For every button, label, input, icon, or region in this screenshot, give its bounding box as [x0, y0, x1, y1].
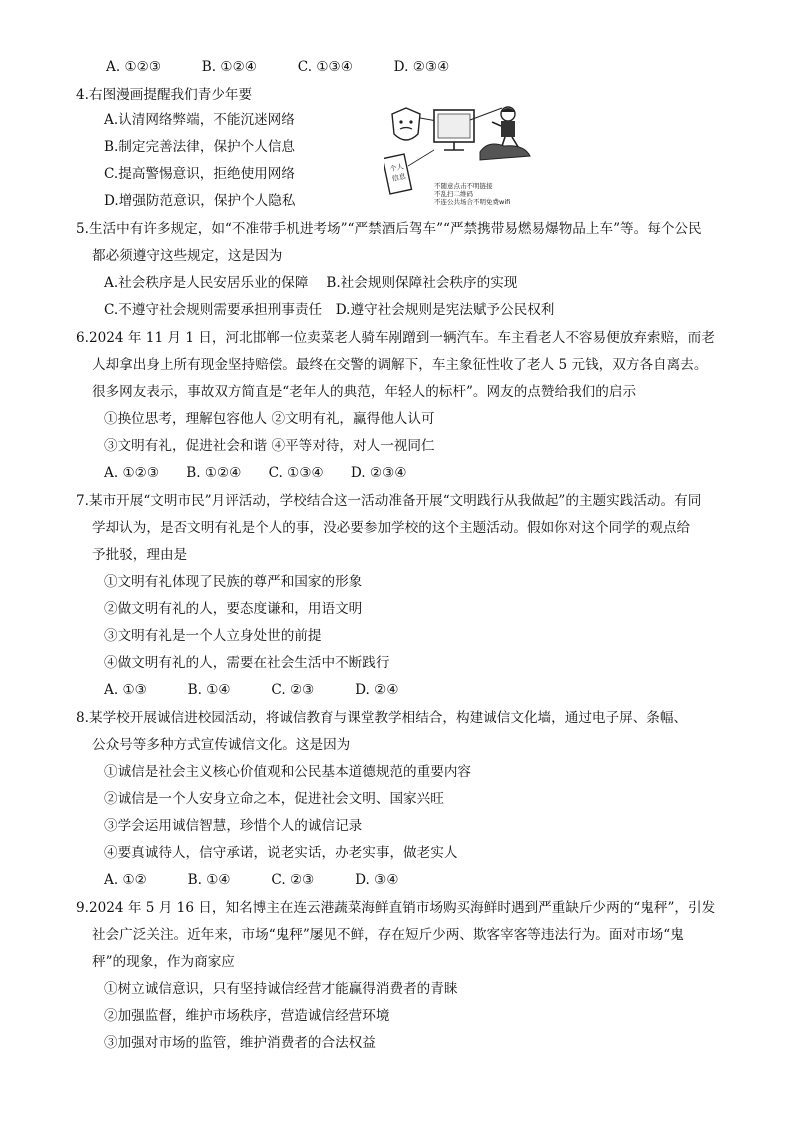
q8-stem-line1: 8.某学校开展诚信进校园活动，将诚信教育与课堂教学相结合，构建诚信文化墙，通过电子屏、条幅、: [76, 710, 688, 726]
q9-statement-3: ③加强对市场的监管，维护消费者的合法权益: [104, 1035, 376, 1051]
q8-statement-1: ①诚信是社会主义核心价值观和公民基本道德规范的重要内容: [104, 764, 472, 780]
q6-stem-line3: 很多网友表示，事故双方简直是“老年人的典范，年轻人的标杆”。网友的点赞给我们的启示: [92, 384, 637, 400]
q7-stem-line2: 学却认为，是否文明有礼是个人的事，没必要参加学校的这个主题活动。假如你对这个同学的观点给: [92, 520, 691, 536]
q8-statement-3: ③学会运用诚信智慧，珍惜个人的诚信记录: [104, 818, 363, 834]
q6-options: A. ①②③ B. ①②④ C. ①③④ D. ②③④: [104, 465, 407, 481]
q4-stem: 4.右图漫画提醒我们青少年要: [76, 87, 253, 103]
q8-statement-4: ④要真诚待人，信守承诺，说老实话，办老实事，做老实人: [104, 845, 458, 861]
q4-option-b: B.制定完善法律，保护个人信息: [104, 139, 296, 155]
comic-illustration: [384, 104, 534, 204]
q5-options-ab: A.社会秩序是人民安居乐业的保障 B.社会规则保障社会秩序的实现: [104, 275, 518, 291]
q7-options: A. ①③ B. ①④ C. ②③ D. ②④: [104, 682, 399, 698]
q4-option-c: C.提高警惕意识，拒绝使用网络: [104, 166, 295, 182]
q5-stem-line2: 都必须遵守这些规定，这是因为: [92, 248, 283, 264]
q9-stem-line2: 社会广泛关注。近年来，市场“鬼秤”屡见不鲜，存在短斤少两、欺客宰客等违法行为。面对市场“鬼: [92, 927, 684, 943]
svg-text:信息: 信息: [391, 172, 407, 184]
q9-stem-line3: 秤”的现象，作为商家应: [92, 954, 235, 970]
q7-stem-line3: 予批驳，理由是: [92, 547, 188, 563]
q4-option-d: D.增强防范意识，保护个人隐私: [104, 193, 296, 209]
q7-statement-4: ④做文明有礼的人，需要在社会生活中不断践行: [104, 655, 390, 671]
q7-statement-2: ②做文明有礼的人，要态度谦和，用语文明: [104, 601, 363, 617]
q8-statement-2: ②诚信是一个人安身立命之本，促进社会文明、国家兴旺: [104, 791, 444, 807]
q6-stem-line2: 人却拿出身上所有现金坚持赔偿。最终在交警的调解下，车主象征性收了老人 5 元钱，双方各自离去。: [92, 357, 708, 373]
q6-statements-12: ①换位思考，理解包容他人 ②文明有礼，赢得他人认可: [104, 411, 435, 427]
comic-caption-3: 不连公共场合不明免费wifi: [434, 198, 511, 206]
q7-stem-line1: 7.某市开展“文明市民”月评活动，学校结合这一活动准备开展“文明践行从我做起”的主题实践活动。有同: [76, 493, 702, 509]
q6-statements-34: ③文明有礼，促进社会和谐 ④平等对待，对人一视同仁: [104, 438, 435, 454]
q9-stem-line1: 9.2024 年 5 月 16 日，知名博主在连云港蔬菜海鲜直销市场购买海鲜时遇到严重缺斤少两的“鬼秤”，引发: [76, 900, 716, 916]
q7-statement-1: ①文明有礼体现了民族的尊严和国家的形象: [104, 574, 363, 590]
q9-statement-1: ①树立诚信意识，只有坚持诚信经营才能赢得消费者的青睐: [104, 981, 458, 997]
svg-text:个人: 个人: [389, 162, 405, 174]
q8-options: A. ①② B. ①④ C. ②③ D. ③④: [104, 872, 399, 888]
q7-statement-3: ③文明有礼是一个人立身处世的前提: [104, 628, 322, 644]
q8-stem-line2: 公众号等多种方式宣传诚信文化。这是因为: [92, 737, 351, 753]
q5-options-cd: C.不遵守社会规则需要承担刑事责任 D.遵守社会规则是宪法赋予公民权利: [104, 302, 555, 318]
comic-caption-1: 不随意点击不明链接: [434, 182, 493, 190]
q6-stem-line1: 6.2024 年 11 月 1 日，河北邯郸一位卖菜老人骑车剐蹭到一辆汽车。车主看老人不容易便放弃索赔，而老: [76, 330, 715, 346]
q3-options: A. ①②③ B. ①②④ C. ①③④ D. ②③④: [106, 59, 450, 75]
comic-caption-2: 不乱扫二维码: [434, 190, 473, 198]
q4-option-a: A.认清网络弊端，不能沉迷网络: [104, 112, 295, 128]
q9-statement-2: ②加强监督，维护市场秩序，营造诚信经营环境: [104, 1008, 390, 1024]
q5-stem-line1: 5.生活中有许多规定，如“不准带手机进考场”“严禁酒后驾车”“严禁携带易燃易爆物品上车”等。每个公民: [76, 221, 702, 237]
